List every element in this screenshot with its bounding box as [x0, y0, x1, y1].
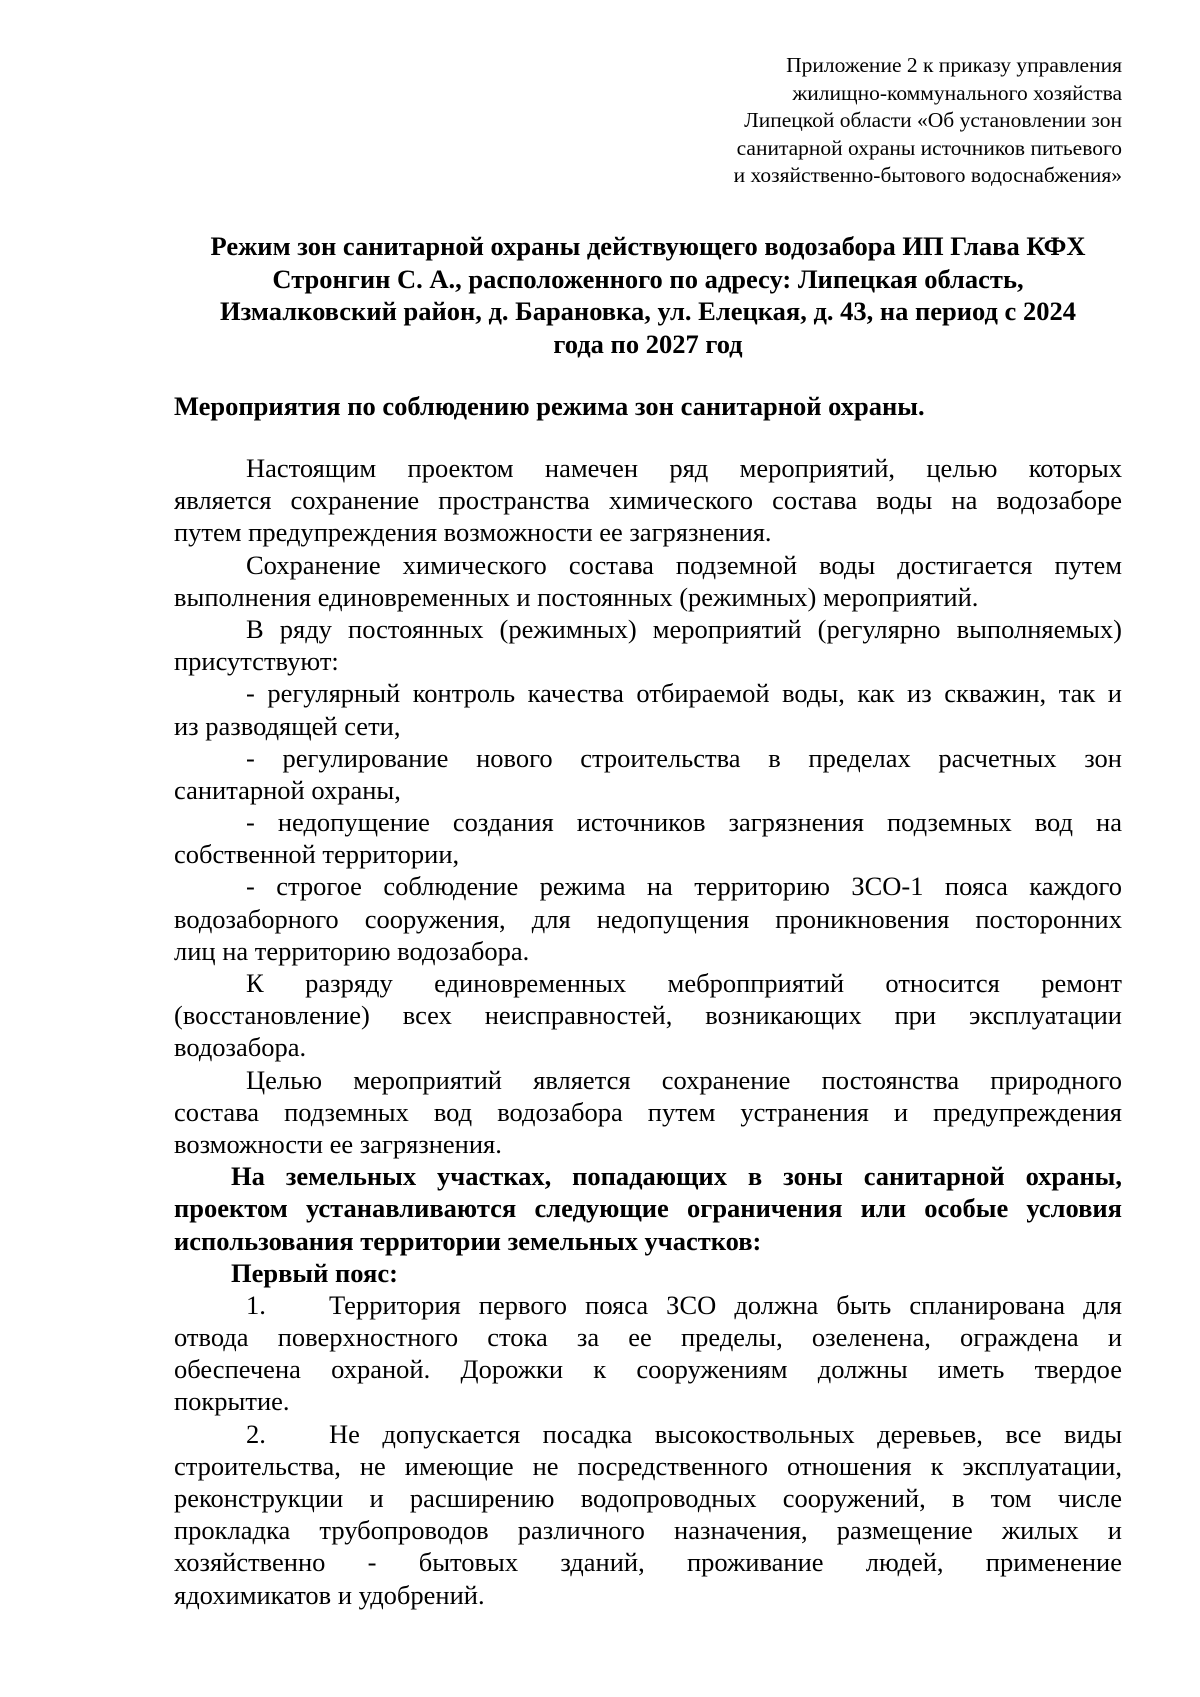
body-line: строительства, не имеющие не посредственного отношения к эксплуатации, — [174, 1450, 1122, 1481]
annex-line: и хозяйственно-бытового водоснабжения» — [733, 163, 1122, 187]
document-body — [174, 452, 1122, 1611]
body-line: водозабора. — [174, 1032, 307, 1063]
body-line-bold: использования территории земельных участков: — [174, 1225, 762, 1256]
body-line: - регулярный контроль качества отбираемой воды, как из скважин, так и — [246, 678, 1122, 709]
annex-line: Липецкой области «Об установлении зон — [744, 108, 1122, 132]
body-line: (восстановление) всех неисправностей, возникающих при эксплуатации — [174, 1000, 1122, 1031]
body-line: Настоящим проектом намечен ряд мероприятий, целью которых — [246, 453, 1122, 483]
body-line: лиц на территорию водозабора. — [174, 935, 530, 966]
body-line: собственной территории, — [174, 839, 460, 870]
title-line: Измалковский район, д. Барановка, ул. Елецкая, д. 43, на период с 2024 — [220, 296, 1076, 326]
body-line: является сохранение пространства химического состава воды на водозаборе — [174, 485, 1122, 516]
body-line: состава подземных вод водозабора путем устранения и предупреждения — [174, 1096, 1122, 1127]
body-line: - недопущение создания источников загрязнения подземных вод на — [246, 807, 1122, 838]
numbered-item-line — [174, 1418, 1122, 1450]
body-line: возможности ее загрязнения. — [174, 1128, 502, 1159]
body-line: Целью мероприятий является сохранение постоянства природного — [246, 1064, 1122, 1095]
body-line-bold: проектом устанавливаются следующие ограничения или особые условия — [174, 1193, 1122, 1224]
item-number: 2. — [246, 1418, 266, 1449]
title-line: Стронгин С. А., расположенного по адресу: Липецкая область, — [272, 263, 1024, 294]
body-line: прокладка трубопроводов различного назначения, размещение жилых и — [174, 1515, 1122, 1546]
body-line: выполнения единовременных и постоянных (режимных) мероприятий. — [174, 581, 979, 612]
body-line: - регулирование нового строительства в пределах расчетных зон — [246, 742, 1122, 773]
body-line-bold: На земельных участках, попадающих в зоны санитарной охраны, — [231, 1161, 1122, 1192]
body-line: из разводящей сети, — [174, 710, 401, 741]
body-line: присутствуют: — [174, 646, 339, 677]
body-line: санитарной охраны, — [174, 774, 401, 805]
document-title — [174, 230, 1122, 360]
body-line: обеспечена охраной. Дорожки к сооружениям должны иметь твердое — [174, 1354, 1122, 1385]
section-heading: Мероприятия по соблюдению режима зон санитарной охраны. — [174, 391, 925, 421]
item-text: Территория первого пояса ЗСО должна быть спланирована для — [329, 1289, 1122, 1320]
title-line: года по 2027 год — [553, 328, 743, 359]
body-line: хозяйственно - бытовых зданий, проживание людей, применение — [174, 1547, 1122, 1578]
annex-header — [662, 52, 1122, 190]
numbered-item-line — [174, 1289, 1122, 1321]
body-line: - строгое соблюдение режима на территорию ЗСО-1 пояса каждого — [246, 871, 1122, 902]
subsection-heading: Первый пояс: — [231, 1257, 398, 1288]
body-line: К разряду единовременных мебропприятий относится ремонт — [246, 968, 1122, 998]
annex-line: жилищно-коммунального хозяйства — [792, 80, 1122, 105]
annex-line: Приложение 2 к приказу управления — [786, 53, 1122, 77]
body-line: Сохранение химического состава подземной воды достигается путем — [246, 549, 1122, 580]
item-text: Не допускается посадка высокоствольных деревьев, все виды — [329, 1418, 1122, 1449]
body-line: покрытие. — [174, 1386, 290, 1417]
title-line: Режим зон санитарной охраны действующего водозабора ИП Глава КФХ — [210, 231, 1086, 261]
body-line: В ряду постоянных (режимных) мероприятий (регулярно выполняемых) — [246, 613, 1122, 644]
body-line: отвода поверхностного стока за ее пределы, озеленена, ограждена и — [174, 1322, 1122, 1353]
annex-line: санитарной охраны источников питьевого — [736, 135, 1122, 160]
body-line: путем предупреждения возможности ее загрязнения. — [174, 517, 772, 548]
body-line: водозаборного сооружения, для недопущения проникновения посторонних — [174, 903, 1122, 934]
body-line: реконструкции и расширению водопроводных сооружений, в том числе — [174, 1483, 1122, 1513]
body-line: ядохимикатов и удобрений. — [174, 1579, 485, 1610]
item-number: 1. — [246, 1289, 266, 1320]
